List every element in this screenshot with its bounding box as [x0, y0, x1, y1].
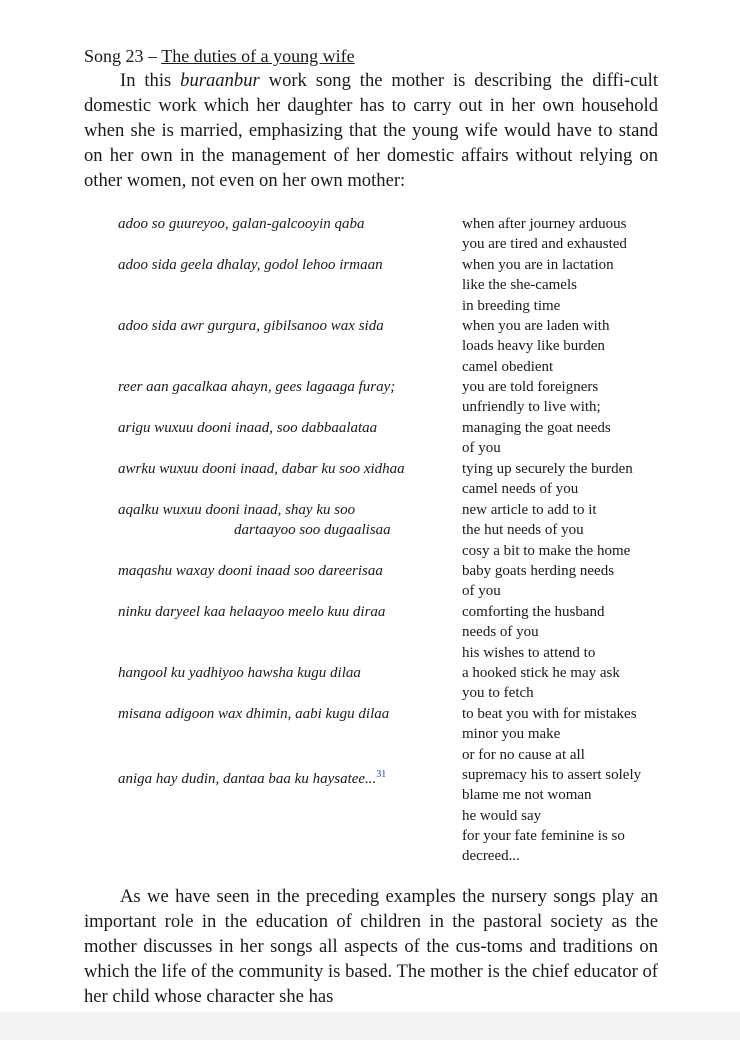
- english-line: managing the goat needs: [462, 420, 611, 436]
- english-line: you are tired and exhausted: [462, 236, 627, 253]
- english-line: blame me not woman: [462, 787, 592, 804]
- english-line: to beat you with for mistakes: [462, 706, 637, 722]
- somali-line: [118, 765, 453, 789]
- english-lines: [462, 255, 682, 316]
- english-lines: [462, 418, 682, 459]
- english-lines: [462, 561, 682, 602]
- somali-line: arigu wuxuu dooni inaad, soo dabbaalataa: [118, 420, 378, 436]
- english-lines: [462, 214, 682, 255]
- somali-line: adoo sida awr gurgura, gibilsanoo wax sida: [118, 318, 384, 334]
- song-title: The duties of a young wife: [161, 46, 355, 66]
- english-line: a hooked stick he may ask: [462, 665, 620, 681]
- english-line: when you are in lactation: [462, 257, 614, 273]
- english-line: of you: [462, 440, 501, 457]
- intro-after: work song the mother is describing the diffi-cult domestic work which her daughter has to carry out in her own household when she is married, emphasizing that the young wife would have to stand on her own in the management of her domestic affairs without relying on other women, not even on her own mother:: [84, 70, 658, 191]
- english-line: minor you make: [462, 726, 561, 743]
- english-lines: [462, 459, 682, 500]
- somali-line: misana adigoon wax dhimin, aabi kugu dilaa: [118, 706, 390, 722]
- closing-paragraph: As we have seen in the preceding examples the nursery songs play an important role in the education of children in the pastoral society as the mother discusses in her songs all aspects of the cus-toms and traditions on which the life of the community is based. The mother is the chief educator of her child whose character she has: [84, 886, 658, 1007]
- english-line: or for no cause at all: [462, 746, 585, 763]
- english-line: his wishes to attend to: [462, 644, 596, 661]
- english-lines: [462, 704, 682, 765]
- closing-section: [84, 884, 658, 1009]
- english-line: loads heavy like burden: [462, 338, 605, 355]
- english-line: tying up securely the burden: [462, 461, 633, 477]
- english-line: the hut needs of you: [462, 522, 584, 539]
- somali-line: [118, 500, 453, 541]
- english-line: comforting the husband: [462, 604, 605, 620]
- english-line: new article to add to it: [462, 502, 597, 518]
- english-lines: [462, 765, 682, 866]
- song-number: Song 23 –: [84, 46, 158, 66]
- english-line: camel needs of you: [462, 481, 579, 498]
- english-line: unfriendly to live with;: [462, 399, 601, 416]
- english-lines: [462, 500, 682, 561]
- english-line: needs of you: [462, 624, 539, 641]
- song-heading: [84, 44, 658, 68]
- somali-line: maqashu waxay dooni inaad soo dareerisaa: [118, 563, 383, 579]
- somali-line: reer aan gacalkaa ahayn, gees lagaaga furay;: [118, 379, 396, 395]
- english-line: like the she-camels: [462, 277, 577, 294]
- intro-before: In this: [120, 70, 172, 91]
- english-line: you to fetch: [462, 685, 534, 702]
- english-line: cosy a bit to make the home: [462, 542, 631, 559]
- english-lines: [462, 377, 682, 418]
- intro-term: buraanbur: [180, 70, 260, 91]
- page-bottom-shade: [0, 1012, 740, 1040]
- english-line: for your fate feminine is so: [462, 827, 625, 844]
- somali-line-2: dartaayoo soo dugaalisaa: [234, 522, 391, 539]
- english-line: he would say: [462, 807, 542, 824]
- english-lines: [462, 602, 682, 663]
- somali-line-1: aqalku wuxuu dooni inaad, shay ku soo: [118, 502, 356, 518]
- english-line: when you are laden with: [462, 318, 610, 334]
- somali-line: adoo sida geela dhalay, godol lehoo irmaan: [118, 257, 383, 273]
- english-lines: [462, 316, 682, 377]
- somali-line: adoo so guureyoo, galan-galcooyin qaba: [118, 216, 365, 232]
- english-line: supremacy his to assert solely: [462, 767, 642, 783]
- intro-paragraph: [84, 68, 658, 193]
- english-line: you are told foreigners: [462, 379, 599, 395]
- english-line: decreed...: [462, 848, 520, 865]
- somali-line-text: aniga hay dudin, dantaa baa ku haysatee...: [118, 771, 377, 787]
- footnote-ref-31[interactable]: 31: [376, 769, 387, 780]
- english-line: when after journey arduous: [462, 216, 627, 232]
- english-line: camel obedient: [462, 358, 554, 375]
- somali-line: awrku wuxuu dooni inaad, dabar ku soo xidhaa: [118, 461, 405, 477]
- english-lines: [462, 663, 682, 704]
- english-line: in breeding time: [462, 297, 561, 314]
- page-body: [84, 44, 658, 193]
- somali-line: hangool ku yadhiyoo hawsha kugu dilaa: [118, 665, 361, 681]
- english-line: of you: [462, 583, 501, 600]
- english-line: baby goats herding needs: [462, 563, 615, 579]
- somali-line: ninku daryeel kaa helaayoo meelo kuu diraa: [118, 604, 386, 620]
